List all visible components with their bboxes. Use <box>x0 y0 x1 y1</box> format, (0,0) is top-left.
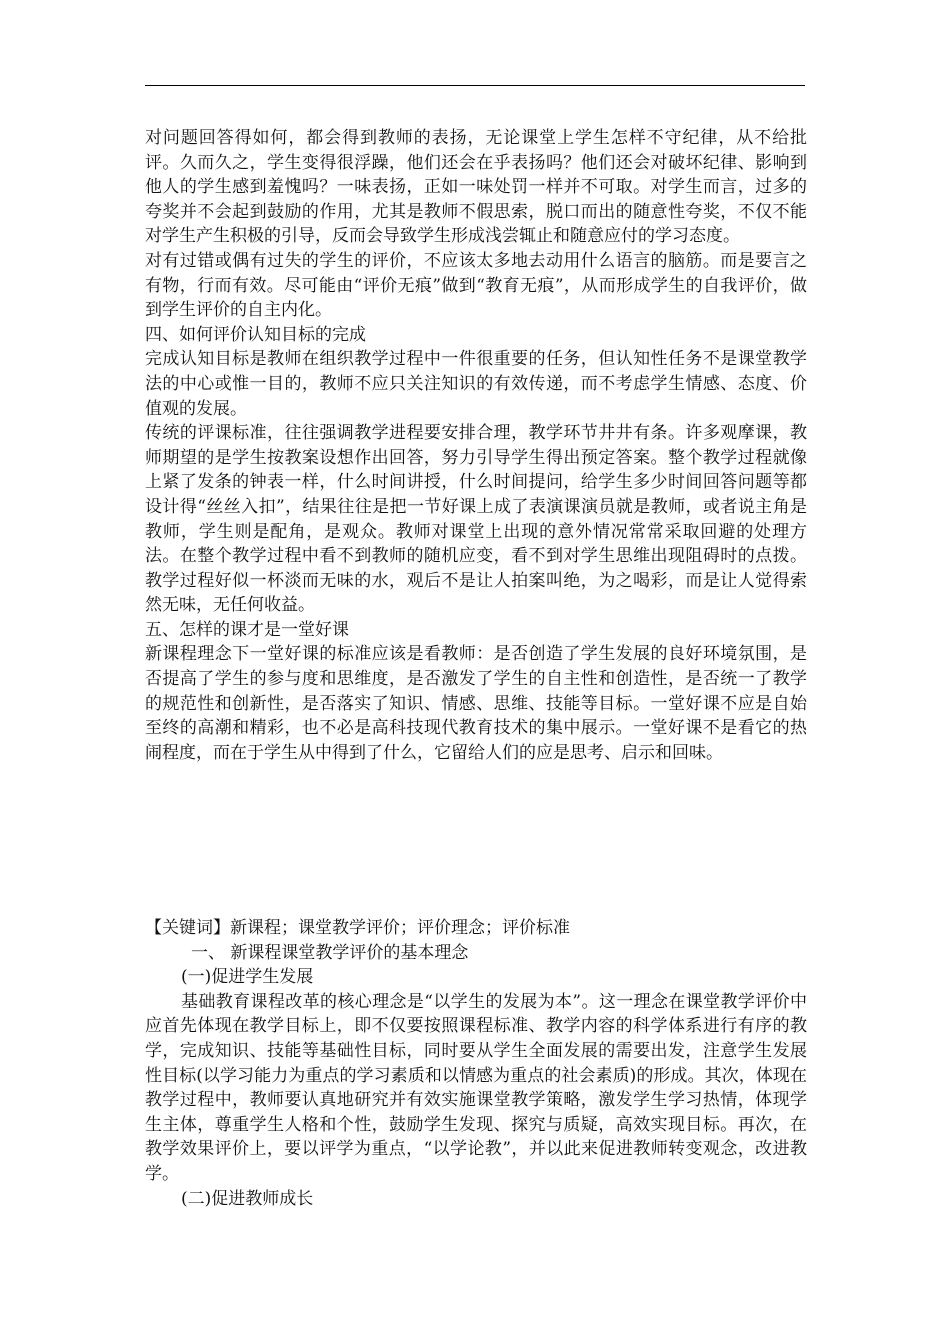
section-heading-4: 四、如何评价认知目标的完成 <box>145 324 366 345</box>
paragraph-traditional: 传统的评课标准，往往强调教学进程要安排合理，教学环节井井有条。许多观摩课，教师期望的是学生按教案设想作出回答，努力引导学生得出预定答案。整个教学过程就像上紧了发条的钟表一样，什么时间讲授，什么时间提问，给学生多少时间回答问题等都设计得“丝丝入扣”，结果往往是把一节好课上成了表演课演员就是教师，或者说主角是教师，学生则是配角，是观众。教师对课堂上出现的意外情况常常采取回避的处理方法。在整个教学过程中看不到教师的随机应变，看不到对学生思维出现阻碍时的点拨。教学过程好似一杯淡而无味的水，观后不是让人拍案叫绝，为之喝彩，而是让人觉得索然无味，无任何收益。 <box>145 423 807 616</box>
heading-1: 一、 新课程课堂教学评价的基本理念 <box>191 942 469 963</box>
keywords-line: 【关键词】新课程；课堂教学评价；评价理念；评价标准 <box>145 918 570 938</box>
paragraph-praise: 对问题回答得如何，都会得到教师的表扬，无论课堂上学生怎样不守纪律，从不给批评。久而久之，学生变得很浮躁，他们还会在乎表扬吗？他们还会对破坏纪律、影响到他人的学生感到羞愧吗？一味表扬，正如一味处罚一样并不可取。对学生而言，过多的夸奖并不会起到鼓励的作用，尤其是教师不假思索，脱口而出的随意性夸奖，不仅不能对学生产生积极的引导，反而会导致学生形成浅尝辄止和随意应付的学习态度。 <box>145 128 807 247</box>
top-text-block <box>145 126 807 765</box>
subheading-2: (二)促进教师成长 <box>181 1188 314 1209</box>
section-heading-5: 五、怎样的课才是一堂好课 <box>145 619 349 640</box>
subheading-1: (一)促进学生发展 <box>181 967 314 988</box>
header-rule <box>145 85 805 86</box>
paragraph-faults: 对有过错或偶有过失的学生的评价，不应该太多地去动用什么语言的脑筋。而是要言之有物，行而有效。尽可能由“评价无痕”做到“教育无痕”，从而形成学生的自我评价，做到学生评价的自主内化。 <box>145 250 807 321</box>
paragraph-good-lesson: 新课程理念下一堂好课的标准应该是看教师：是否创造了学生发展的良好环境氛围，是否提高了学生的参与度和思维度，是否激发了学生的自主性和创造性，是否统一了教学的规范性和创新性，是否落实了知识、情感、思维、技能等目标。一堂好课不应是自始至终的高潮和精彩，也不必是高科技现代教育技术的集中展示。一堂好课不是看它的热闹程度，而在于学生从中得到了什么，它留给人们的应是思考、启示和回味。 <box>145 644 807 763</box>
bottom-text-block <box>145 916 807 1211</box>
paragraph-cognitive: 完成认知目标是教师在组织教学过程中一件很重要的任务，但认知性任务不是课堂教学法的中心或惟一目的，教师不应只关注知识的有效传递，而不考虑学生情感、态度、价值观的发展。 <box>145 349 807 419</box>
body-paragraph-1: 基础教育课程改革的核心理念是“以学生的发展为本”。这一理念在课堂教学评价中应首先体现在教学目标上，即不仅要按照课程标准、教学内容的科学体系进行有序的教学，完成知识、技能等基础性目标，同时要从学生全面发展的需要出发，注意学生发展性目标(以学习能力为重点的学习素质和以情感为重点的社会素质)的形成。其次，体现在教学过程中，教师要认真地研究并有效实施课堂教学策略，激发学生学习热情，体现学生主体，尊重学生人格和个性，鼓励学生发现、探究与质疑，高效实现目标。再次，在教学效果评价上，要以评学为重点，“以学论教”，并以此来促进教师转变观念，改进教学。 <box>145 991 807 1184</box>
